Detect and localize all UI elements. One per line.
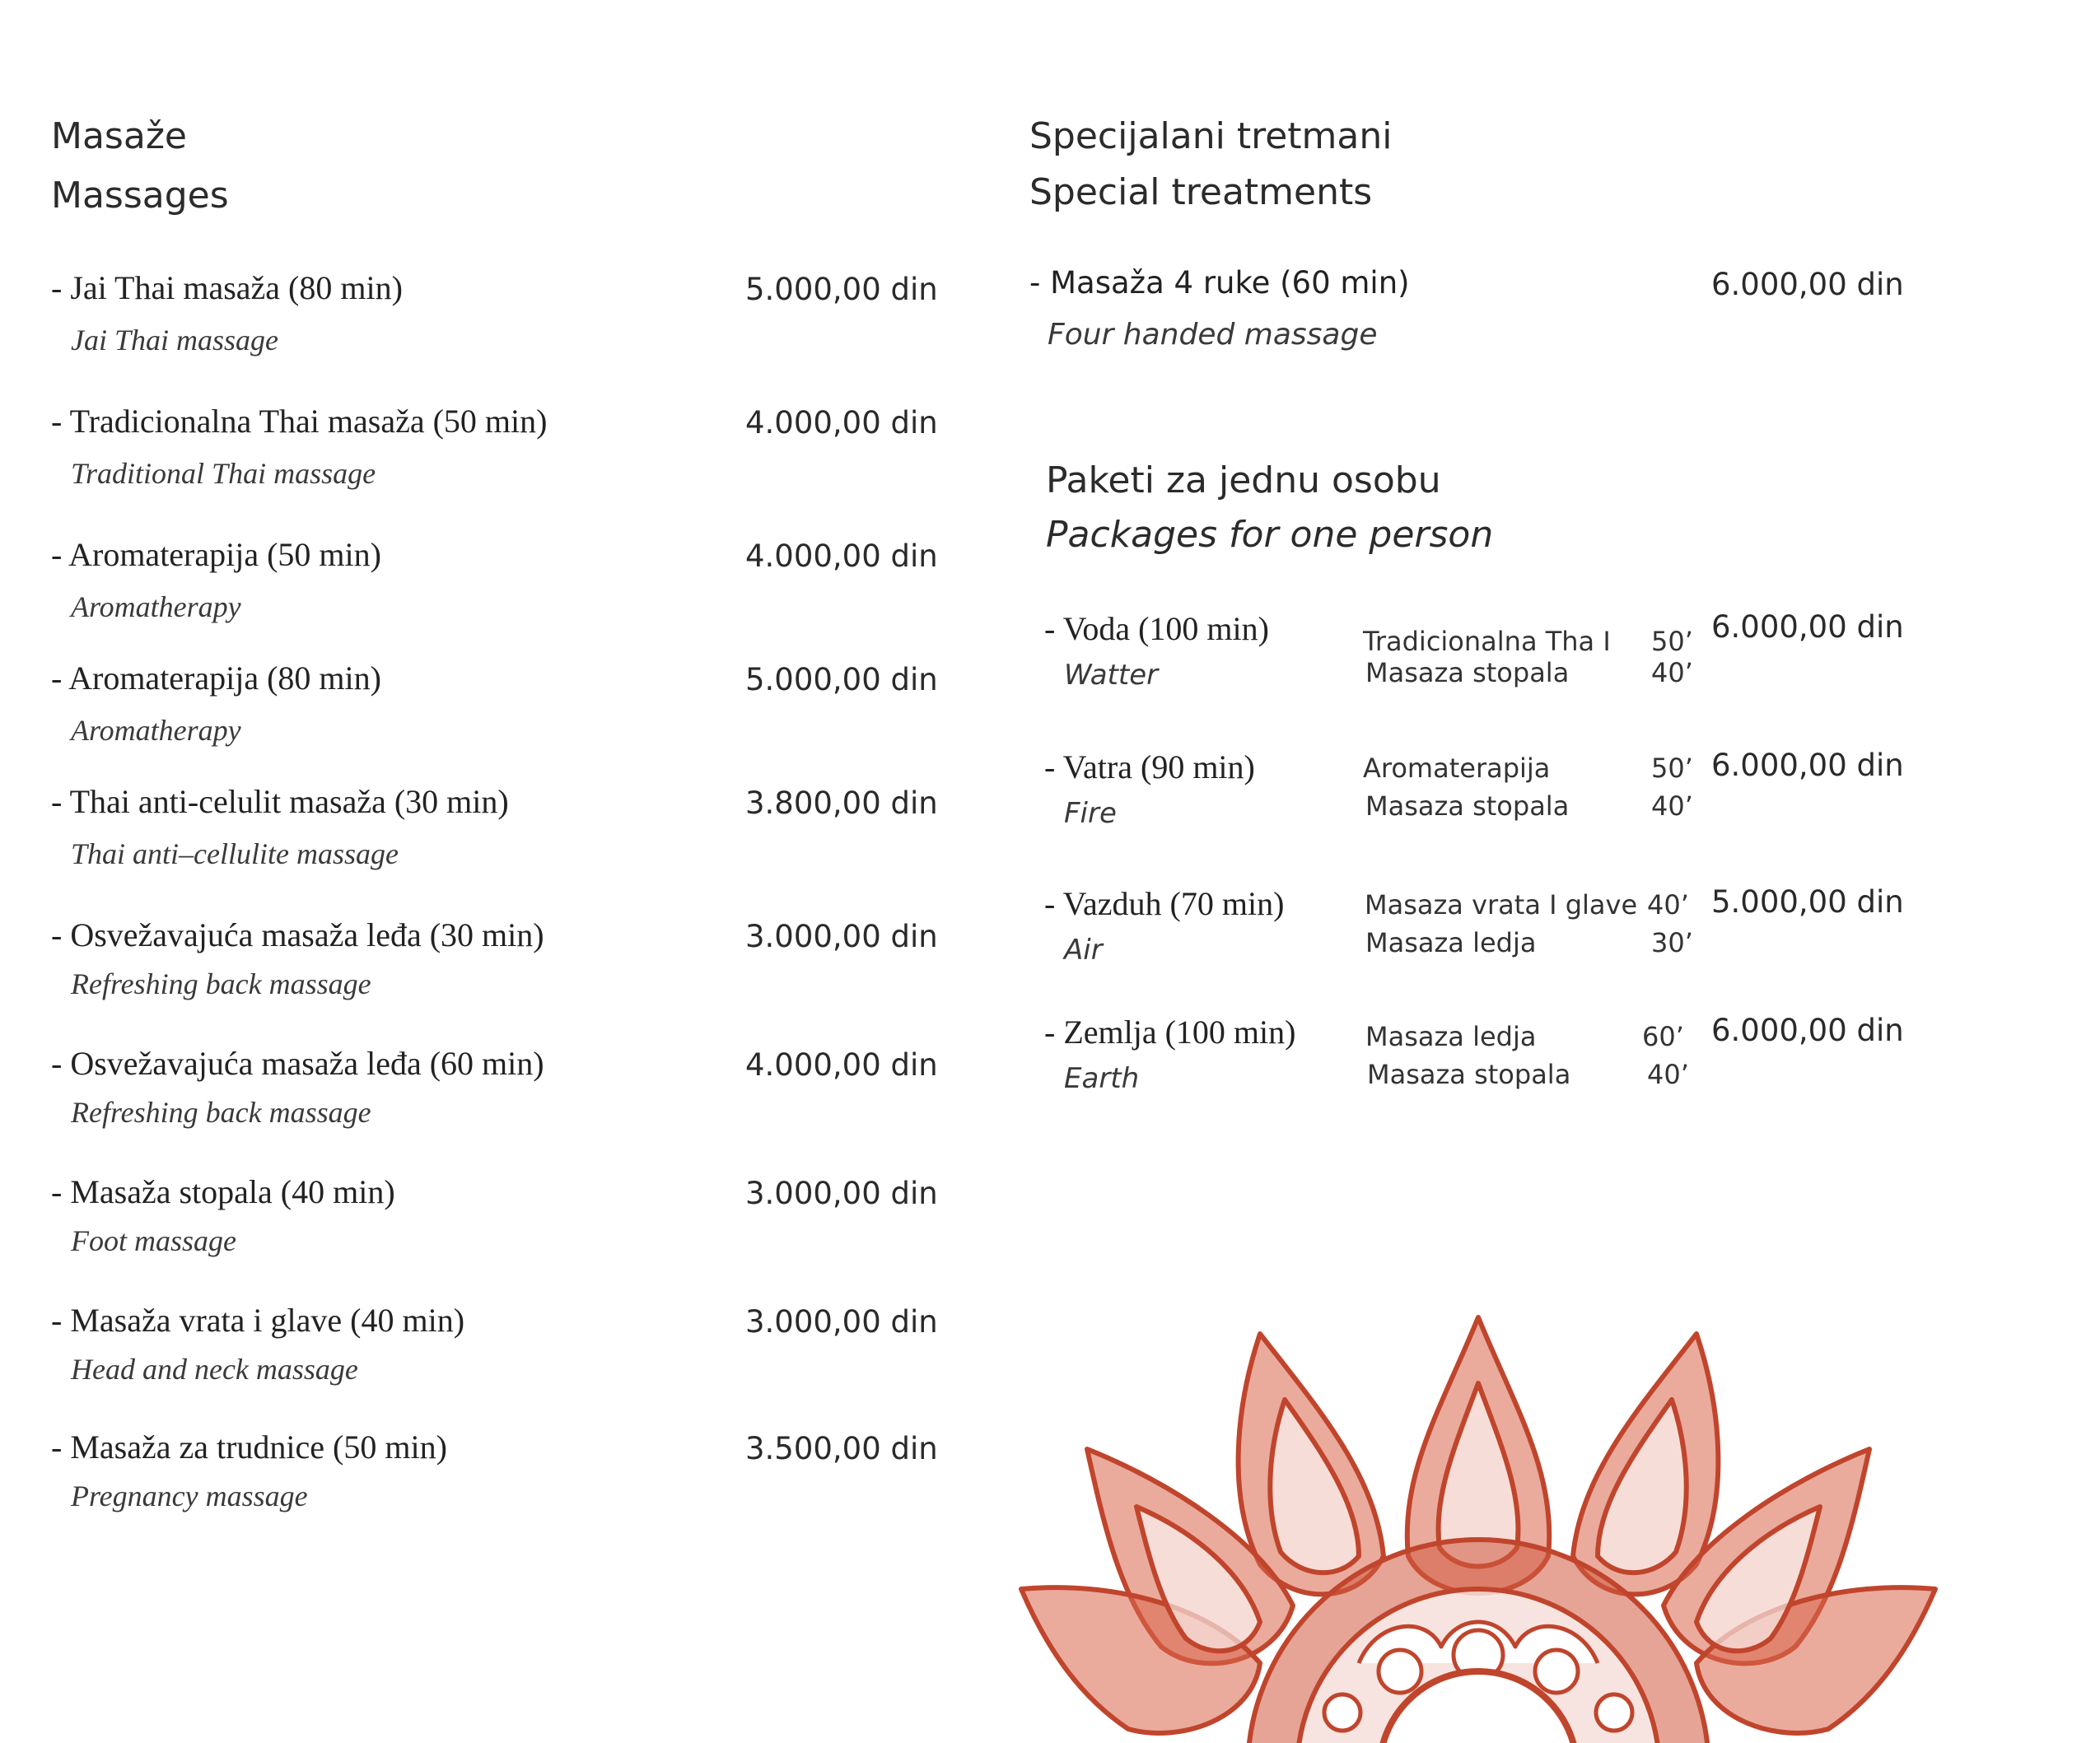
package-price: 6.000,00 din — [1711, 748, 1904, 783]
special-item-name: - Masaža 4 ruke (60 min) — [1029, 265, 1410, 301]
massage-item-sub: Pregnancy massage — [71, 1480, 308, 1512]
massage-item-sub: Head and neck massage — [71, 1353, 358, 1386]
massage-item-price: 3.000,00 din — [745, 1304, 938, 1340]
massage-item-name: - Thai anti-celulit masaža (30 min) — [51, 783, 509, 820]
massage-item-name: - Aromaterapija (80 min) — [51, 659, 381, 697]
package-component: Masaza stopala — [1365, 790, 1570, 822]
massage-item-sub: Foot massage — [71, 1224, 236, 1257]
massage-item-name: - Osvežavajuća masaža leđa (30 min) — [51, 916, 544, 953]
package-minutes: 40’ — [1647, 889, 1689, 920]
package-price: 5.000,00 din — [1711, 884, 1904, 920]
package-component: Masaza ledja — [1365, 1021, 1537, 1052]
package-minutes: 50’ — [1651, 626, 1693, 657]
massage-item-name: - Masaža stopala (40 min) — [51, 1173, 395, 1210]
massage-item-price: 4.000,00 din — [745, 538, 938, 574]
package-component: Tradicionalna Tha I — [1363, 626, 1611, 657]
massage-item-name: - Aromaterapija (50 min) — [51, 536, 381, 573]
package-minutes: 60’ — [1642, 1021, 1684, 1052]
package-name: - Vazduh (70 min) — [1044, 885, 1285, 922]
massages-title-en: Massages — [51, 175, 229, 217]
massage-item-name: - Masaža za trudnice (50 min) — [51, 1428, 447, 1466]
package-minutes: 40’ — [1651, 790, 1693, 822]
package-sub: Fire — [1064, 797, 1117, 830]
package-name: - Voda (100 min) — [1044, 610, 1269, 647]
massage-item-price: 5.000,00 din — [745, 662, 938, 697]
massage-item-price: 3.000,00 din — [745, 919, 938, 954]
massage-item-sub: Refreshing back massage — [71, 1096, 371, 1129]
massages-title-sr: Masaže — [51, 115, 187, 157]
special-title-sr: Specijalani tretmani — [1029, 115, 1393, 157]
package-component: Masaza stopala — [1365, 657, 1570, 688]
massage-item-sub: Traditional Thai massage — [71, 457, 376, 490]
massage-item-price: 4.000,00 din — [745, 1047, 938, 1083]
special-item-sub: Four handed massage — [1048, 318, 1378, 352]
package-minutes: 50’ — [1651, 753, 1693, 784]
package-name: - Zemlja (100 min) — [1044, 1014, 1296, 1051]
massage-item-sub: Aromatherapy — [71, 590, 241, 623]
packages-title-sr: Paketi za jednu osobu — [1046, 459, 1441, 501]
lotus-mandala-ornament-icon — [1013, 1309, 1944, 1743]
package-component: Masaza stopala — [1367, 1059, 1571, 1090]
massage-item-price: 3.000,00 din — [745, 1176, 938, 1211]
package-price: 6.000,00 din — [1711, 1013, 1904, 1048]
massage-item-price: 3.800,00 din — [745, 785, 938, 821]
massage-item-price: 4.000,00 din — [745, 405, 938, 440]
package-name: - Vatra (90 min) — [1044, 748, 1255, 785]
massage-item-name: - Osvežavajuća masaža leđa (60 min) — [51, 1045, 544, 1082]
package-price: 6.000,00 din — [1711, 609, 1904, 645]
special-title-en: Special treatments — [1029, 171, 1373, 213]
massage-item-price: 3.500,00 din — [745, 1431, 938, 1466]
package-sub: Air — [1064, 934, 1103, 967]
package-minutes: 40’ — [1647, 1059, 1689, 1090]
package-minutes: 30’ — [1651, 927, 1693, 958]
massage-item-name: - Jai Thai masaža (80 min) — [51, 269, 403, 306]
massage-item-sub: Thai anti–cellulite massage — [71, 837, 399, 870]
special-item-price: 6.000,00 din — [1711, 267, 1904, 302]
package-component: Masaza ledja — [1365, 927, 1537, 958]
massage-item-sub: Aromatherapy — [71, 714, 241, 747]
package-sub: Earth — [1064, 1062, 1140, 1095]
package-minutes: 40’ — [1651, 657, 1693, 688]
massage-item-name: - Tradicionalna Thai masaža (50 min) — [51, 403, 548, 440]
massage-item-name: - Masaža vrata i glave (40 min) — [51, 1302, 465, 1339]
package-component: Aromaterapija — [1363, 753, 1551, 784]
package-component: Masaza vrata I glave — [1365, 889, 1638, 920]
packages-title-en: Packages for one person — [1046, 514, 1494, 556]
package-sub: Watter — [1064, 659, 1159, 692]
massage-item-price: 5.000,00 din — [745, 272, 938, 307]
massage-item-sub: Refreshing back massage — [71, 967, 371, 1000]
massage-item-sub: Jai Thai massage — [71, 324, 278, 357]
